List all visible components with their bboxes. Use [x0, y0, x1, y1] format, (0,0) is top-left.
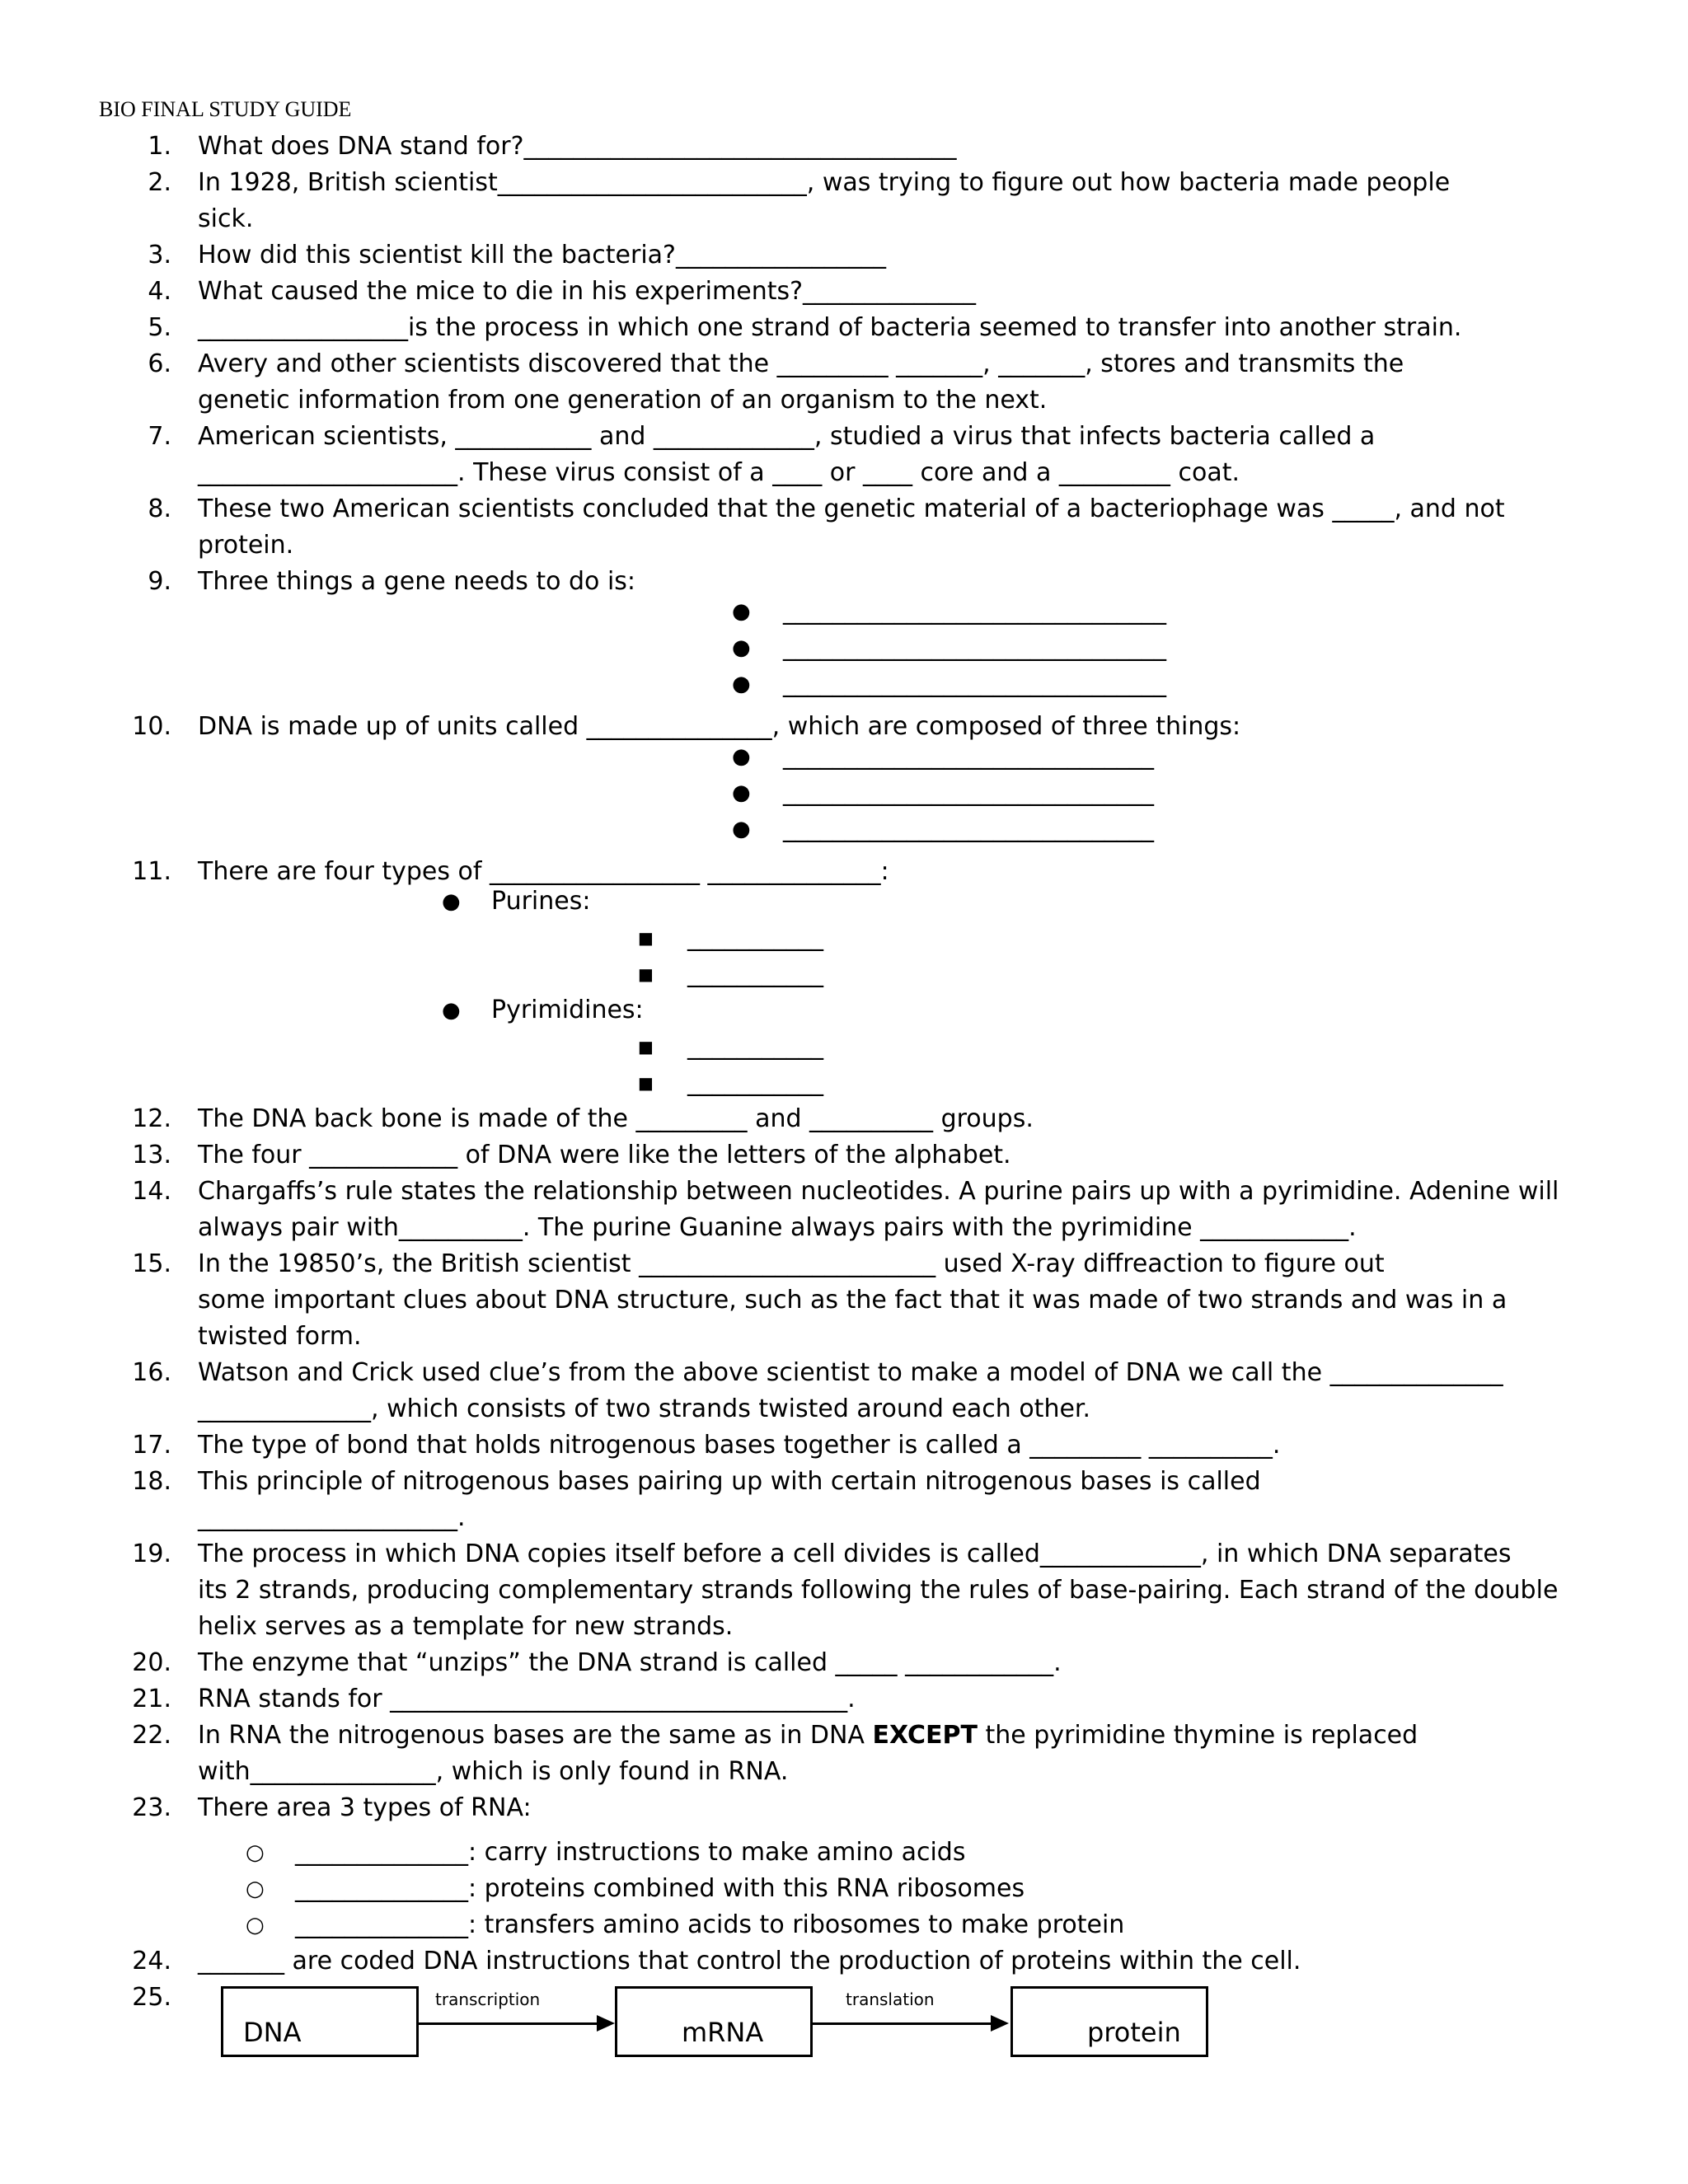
- square-bullet-icon: ■: [638, 1037, 654, 1057]
- q10-blank-1[interactable]: ______________________________: [783, 742, 1154, 771]
- question-number: 12.: [132, 1104, 171, 1133]
- question-line: genetic information from one generation of an organism to the next.: [198, 386, 1048, 415]
- question-text[interactable]: [198, 310, 1566, 346]
- question-line: protein.: [198, 531, 294, 560]
- except-emphasis: EXCEPT: [872, 1721, 978, 1750]
- protein-box-label: protein: [1087, 2017, 1181, 2048]
- bullet-icon: ●: [732, 672, 751, 696]
- question-line: This principle of nitrogenous bases pairing up with certain nitrogenous bases is called: [198, 1467, 1261, 1496]
- bullet-icon: ●: [732, 635, 751, 660]
- question-text[interactable]: [198, 1137, 1566, 1174]
- question-text[interactable]: [198, 1246, 1566, 1355]
- page-title: BIO FINAL STUDY GUIDE: [99, 97, 352, 121]
- pyrimidine-blank-1[interactable]: ___________: [687, 1032, 823, 1061]
- q9-blank-2[interactable]: _______________________________: [783, 633, 1166, 662]
- question-number: 24.: [132, 1947, 171, 1975]
- rna-type-1[interactable]: ______________: carry instructions to make amino acids: [295, 1838, 966, 1867]
- question-line: with_______________, which is only found in RNA.: [198, 1757, 789, 1786]
- purines-label: Purines:: [491, 887, 591, 916]
- question-text[interactable]: [198, 346, 1566, 419]
- question-line: Chargaffs’s rule states the relationship between nucleotides. A purine pairs up with a pyrimidine. Adenine will: [198, 1177, 1559, 1206]
- question-number: 10.: [132, 712, 171, 741]
- arrow-head-icon: [597, 2015, 615, 2032]
- transcription-arrow: [419, 2022, 598, 2025]
- q9-blank-3[interactable]: _______________________________: [783, 669, 1166, 698]
- question-line: ______________, which consists of two strands twisted around each other.: [198, 1394, 1091, 1423]
- question-text[interactable]: [198, 129, 1566, 165]
- arrow-head-icon: [991, 2015, 1009, 2032]
- question-number: 8.: [148, 494, 171, 523]
- transcription-label: transcription: [435, 1990, 541, 2009]
- bullet-icon: ●: [732, 599, 751, 624]
- question-line: How did this scientist kill the bacteria?_________________: [198, 241, 886, 269]
- purine-blank-1[interactable]: ___________: [687, 923, 823, 952]
- question-line: some important clues about DNA structure, such as the fact that it was made of two strands and was in a: [198, 1286, 1507, 1315]
- question-line: There area 3 types of RNA:: [198, 1793, 532, 1822]
- question-number: 17.: [132, 1431, 171, 1460]
- question-text[interactable]: [198, 1101, 1566, 1137]
- question-line: _______ are coded DNA instructions that control the production of proteins within the cell.: [198, 1947, 1301, 1975]
- question-line: Three things a gene needs to do is:: [198, 567, 636, 596]
- circle-bullet-icon: ○: [246, 1913, 265, 1938]
- question-number: 21.: [132, 1685, 171, 1713]
- question-number: 19.: [132, 1540, 171, 1568]
- question-number: 22.: [132, 1721, 171, 1750]
- translation-label: translation: [846, 1990, 935, 2009]
- bullet-icon: ●: [732, 780, 751, 805]
- question-line: Avery and other scientists discovered that the _________ _______, _______, stores and transmits the: [198, 349, 1404, 378]
- question-number: 2.: [148, 168, 171, 197]
- circle-bullet-icon: ○: [246, 1840, 265, 1865]
- q10-blank-3[interactable]: ______________________________: [783, 814, 1154, 843]
- bullet-icon: ●: [732, 817, 751, 841]
- question-line: In RNA the nitrogenous bases are the same as in DNA EXCEPT the pyrimidine thymine is replaced: [198, 1721, 1418, 1750]
- question-line: Watson and Crick used clue’s from the above scientist to make a model of DNA we call the ______________: [198, 1358, 1503, 1387]
- question-text[interactable]: [198, 165, 1566, 237]
- question-line: twisted form.: [198, 1322, 362, 1351]
- question-text[interactable]: [198, 237, 1566, 274]
- question-number: 7.: [148, 422, 171, 451]
- square-bullet-icon: ■: [638, 928, 654, 948]
- question-text[interactable]: [198, 1536, 1566, 1645]
- pyrimidine-blank-2[interactable]: ___________: [687, 1068, 823, 1097]
- question-text[interactable]: [198, 1427, 1566, 1464]
- q9-blank-1[interactable]: _______________________________: [783, 597, 1166, 626]
- question-line: DNA is made up of units called _______________, which are composed of three things:: [198, 712, 1241, 741]
- question-number: 5.: [148, 313, 171, 342]
- rna-type-2[interactable]: ______________: proteins combined with this RNA ribosomes: [295, 1874, 1025, 1903]
- question-number: 9.: [148, 567, 171, 596]
- question-line: These two American scientists concluded that the genetic material of a bacteriophage was _____, and not: [198, 494, 1505, 523]
- pyrimidines-label: Pyrimidines:: [491, 996, 644, 1024]
- circle-bullet-icon: ○: [246, 1877, 265, 1901]
- question-text[interactable]: [198, 419, 1566, 491]
- question-number: 25.: [132, 1983, 171, 2012]
- question-line: its 2 strands, producing complementary strands following the rules of base-pairing. Each strand of the double: [198, 1576, 1559, 1605]
- question-number: 18.: [132, 1467, 171, 1496]
- question-line: The process in which DNA copies itself before a cell divides is called_____________, in which DNA separates: [198, 1540, 1512, 1568]
- question-line: RNA stands for _____________________________________.: [198, 1685, 856, 1713]
- question-text[interactable]: [198, 854, 1566, 890]
- question-text[interactable]: [198, 1790, 1566, 1826]
- dna-box-label: DNA: [243, 2017, 302, 2048]
- question-text[interactable]: [198, 1355, 1566, 1427]
- question-line: In 1928, British scientist_________________________, was trying to figure out how bacteria made people: [198, 168, 1451, 197]
- question-line: The DNA back bone is made of the _________ and __________ groups.: [198, 1104, 1034, 1133]
- bullet-icon: ●: [442, 889, 461, 914]
- question-number: 1.: [148, 132, 171, 161]
- question-line: What caused the mice to die in his experiments?______________: [198, 277, 977, 306]
- square-bullet-icon: ■: [638, 964, 654, 984]
- question-number: 4.: [148, 277, 171, 306]
- question-text[interactable]: [198, 491, 1566, 564]
- question-text[interactable]: [198, 1464, 1566, 1536]
- rna-type-3[interactable]: ______________: transfers amino acids to ribosomes to make protein: [295, 1910, 1125, 1939]
- question-text[interactable]: [198, 1943, 1566, 1980]
- question-line: The type of bond that holds nitrogenous bases together is called a _________ __________.: [198, 1431, 1281, 1460]
- question-text[interactable]: [198, 1645, 1566, 1681]
- bullet-icon: ●: [732, 744, 751, 769]
- question-number: 14.: [132, 1177, 171, 1206]
- translation-arrow: [813, 2022, 992, 2025]
- square-bullet-icon: ■: [638, 1073, 654, 1093]
- q10-blank-2[interactable]: ______________________________: [783, 778, 1154, 807]
- question-number: 6.: [148, 349, 171, 378]
- question-line: _________________is the process in which one strand of bacteria seemed to transfer into another strain.: [198, 313, 1462, 342]
- question-line: There are four types of _________________ ______________:: [198, 857, 889, 886]
- question-number: 13.: [132, 1141, 171, 1169]
- question-number: 20.: [132, 1648, 171, 1677]
- question-number: 3.: [148, 241, 171, 269]
- question-line: _____________________.: [198, 1503, 466, 1532]
- question-line: always pair with__________. The purine Guanine always pairs with the pyrimidine ____________.: [198, 1213, 1357, 1242]
- question-text[interactable]: [198, 1681, 1566, 1718]
- protein-box: [1010, 1986, 1208, 2057]
- question-line: _____________________. These virus consist of a ____ or ____ core and a _________ coat.: [198, 458, 1240, 487]
- purine-blank-2[interactable]: ___________: [687, 959, 823, 988]
- question-text[interactable]: [198, 1174, 1566, 1246]
- question-line: sick.: [198, 204, 254, 233]
- question-line: The enzyme that “unzips” the DNA strand is called _____ ____________.: [198, 1648, 1062, 1677]
- question-number: 16.: [132, 1358, 171, 1387]
- question-line: In the 19850’s, the British scientist ________________________ used X-ray diffreaction to figure out: [198, 1249, 1385, 1278]
- question-number: 15.: [132, 1249, 171, 1278]
- question-line: What does DNA stand for?___________________________________: [198, 132, 957, 161]
- question-number: 23.: [132, 1793, 171, 1822]
- mrna-box: [615, 1986, 813, 2057]
- question-line: The four ____________ of DNA were like the letters of the alphabet.: [198, 1141, 1011, 1169]
- question-line: helix serves as a template for new strands.: [198, 1612, 734, 1641]
- bullet-icon: ●: [442, 998, 461, 1023]
- question-number: 11.: [132, 857, 171, 886]
- question-text[interactable]: [198, 1718, 1566, 1790]
- question-text[interactable]: [198, 274, 1566, 310]
- dna-box: [221, 1986, 419, 2057]
- question-line: American scientists, ___________ and _____________, studied a virus that infects bacteria called a: [198, 422, 1376, 451]
- mrna-box-label: mRNA: [682, 2017, 764, 2048]
